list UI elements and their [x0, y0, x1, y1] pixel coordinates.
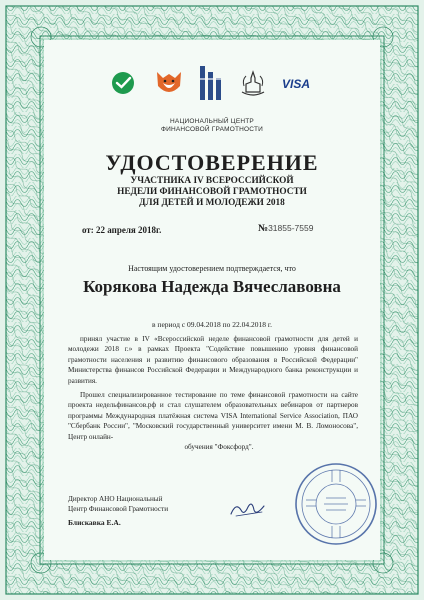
intro-text: Настоящим удостоверением подтверждается, что: [128, 264, 296, 273]
finance-ministry-logo-icon: [198, 64, 224, 102]
official-stamp: [292, 460, 380, 548]
certificate-title: УДОСТОВЕРЕНИЕ: [105, 150, 319, 175]
certificate-number: [258, 223, 313, 234]
director-line1: Директор АНО Национальный: [68, 495, 163, 503]
subtitle-line2: НЕДЕЛИ ФИНАНСОВОЙ ГРАМОТНОСТИ: [117, 187, 307, 197]
subtitle-line1: УЧАСТНИКА IV ВСЕРОССИЙСКОЙ: [130, 176, 294, 186]
sberbank-logo-icon: [110, 70, 136, 96]
visa-logo-icon: VISA: [282, 77, 311, 91]
testing-paragraph-last-line: обучения "Фоксфорд".: [184, 443, 254, 452]
testing-paragraph-text: Прошел специализированное тестирование по теме финансовой грамотности на сайте проекта недельфинансов.рф и стал слушателем образовательных вебинаров от партнеров программы Международная платёжная система VISA International Service Association, ПАО "Сбербанк России", "Московский государственный университет имени М. В. Ломоносова", Центр онлайн-: [68, 391, 358, 441]
issue-date: от: 22 апреля 2018г.: [82, 225, 162, 235]
center-name-line2: ФИНАНСОВОЙ ГРАМОТНОСТИ: [160, 126, 264, 133]
center-name-line1: НАЦИОНАЛЬНЫЙ ЦЕНТР: [170, 118, 254, 125]
testing-paragraph: [68, 390, 358, 452]
number-sign: №: [258, 223, 269, 234]
partner-logos: [110, 64, 320, 104]
foxford-logo-icon: [154, 68, 184, 98]
certificate-subtitle: [0, 176, 424, 209]
director-title: [68, 494, 168, 514]
moscow-university-logo-icon: [240, 70, 266, 98]
subtitle-line3: ДЛЯ ДЕТЕЙ И МОЛОДЕЖИ 2018: [139, 198, 285, 208]
signer-name: Блискавка Е.А.: [68, 518, 121, 527]
number-value: 31855-7559: [268, 223, 314, 233]
recipient-name: Корякова Надежда Вячеславовна: [83, 277, 341, 296]
participation-paragraph: принял участие в IV «Всероссийской неделе финансовой грамотности для детей и молодежи 2018 г.» в рамках Проекта "Содействие повышению уровня финансовой грамотности населения и развитию финансового образования в Российской Федерации" Министерства финансов Российской Федерации и Международного банка реконструкции и развития.: [68, 335, 358, 385]
handwritten-signature: [228, 498, 268, 520]
director-line2: Центр Финансовой Грамотности: [68, 505, 169, 513]
participation-period: в период с 09.04.2018 по 22.04.2018 г.: [152, 320, 272, 329]
